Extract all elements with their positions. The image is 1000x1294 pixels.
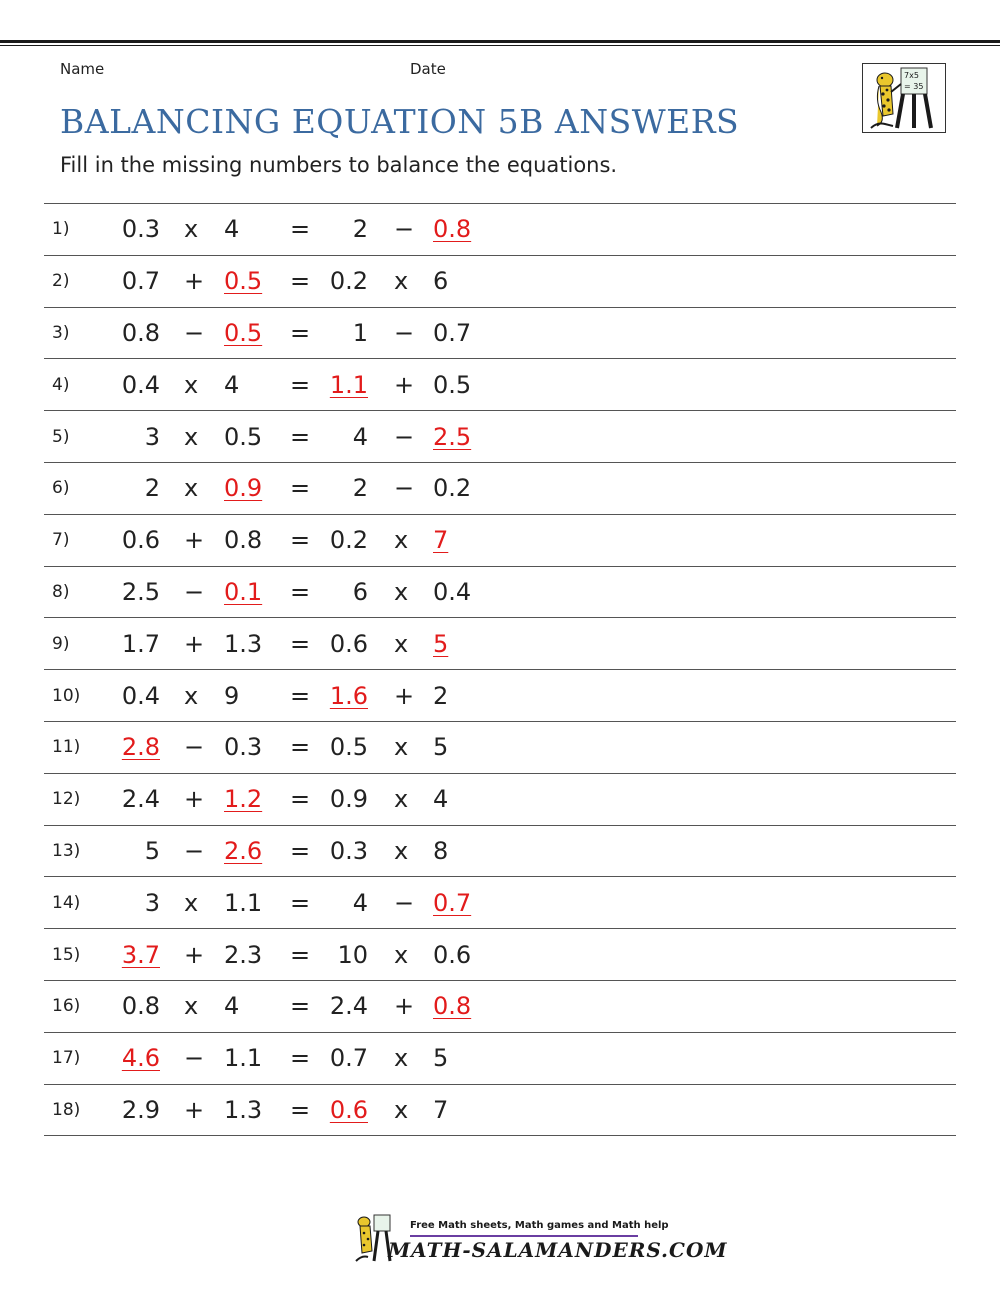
term-b: 0.5 bbox=[224, 422, 263, 451]
equation-row bbox=[44, 981, 956, 1033]
equation-row bbox=[44, 256, 956, 308]
term-d: 7 bbox=[433, 1095, 449, 1124]
term-a: 2.4 bbox=[121, 785, 160, 814]
term-c: 4 bbox=[352, 888, 368, 917]
term-b: 2.3 bbox=[224, 940, 263, 969]
operator-2: + bbox=[394, 370, 415, 399]
top-rule-thin bbox=[0, 45, 1000, 46]
term-b: 1.3 bbox=[224, 1095, 263, 1124]
equals-sign: = bbox=[290, 681, 311, 710]
operator-1: x bbox=[184, 422, 199, 451]
equation-row bbox=[44, 308, 956, 360]
equals-sign: = bbox=[290, 940, 311, 969]
term-a: 3 bbox=[144, 422, 160, 451]
term-d: 2 bbox=[433, 681, 449, 710]
equals-sign: = bbox=[290, 1095, 311, 1124]
operator-1: + bbox=[184, 629, 205, 658]
operator-1: − bbox=[184, 318, 205, 347]
logo-board-text-1: 7x5 bbox=[904, 71, 919, 80]
term-a: 0.8 bbox=[121, 992, 160, 1021]
question-number: 12) bbox=[52, 789, 81, 810]
question-number: 11) bbox=[52, 737, 81, 758]
equation-row bbox=[44, 618, 956, 670]
term-c: 2.4 bbox=[329, 992, 368, 1021]
answer-value: 2.8 bbox=[121, 733, 160, 762]
term-b: 0.3 bbox=[224, 733, 263, 762]
answer-value: 1.1 bbox=[329, 370, 368, 399]
operator-1: − bbox=[184, 836, 205, 865]
equals-sign: = bbox=[290, 422, 311, 451]
term-c: 6 bbox=[352, 577, 368, 606]
operator-2: x bbox=[394, 1095, 409, 1124]
equation-row bbox=[44, 567, 956, 619]
logo-board-text-2: = 35 bbox=[904, 82, 924, 91]
term-a: 2 bbox=[144, 474, 160, 503]
answer-value: 0.7 bbox=[433, 888, 472, 917]
answer-value: 0.9 bbox=[224, 474, 263, 503]
question-number: 15) bbox=[52, 944, 81, 965]
term-d: 5 bbox=[433, 1044, 449, 1073]
operator-1: x bbox=[184, 215, 199, 244]
term-c: 1 bbox=[352, 318, 368, 347]
operator-1: x bbox=[184, 992, 199, 1021]
footer-rule bbox=[410, 1235, 638, 1237]
term-d: 0.2 bbox=[433, 474, 472, 503]
equals-sign: = bbox=[290, 785, 311, 814]
question-number: 16) bbox=[52, 996, 81, 1017]
question-number: 9) bbox=[52, 633, 70, 654]
term-a: 0.6 bbox=[121, 526, 160, 555]
equals-sign: = bbox=[290, 318, 311, 347]
answer-value: 0.5 bbox=[224, 318, 263, 347]
operator-1: − bbox=[184, 733, 205, 762]
term-c: 10 bbox=[337, 940, 368, 969]
equation-row bbox=[44, 515, 956, 567]
equals-sign: = bbox=[290, 267, 311, 296]
operator-1: x bbox=[184, 370, 199, 399]
operator-1: − bbox=[184, 577, 205, 606]
answer-value: 0.5 bbox=[224, 267, 263, 296]
equals-sign: = bbox=[290, 474, 311, 503]
term-c: 0.2 bbox=[329, 267, 368, 296]
operator-2: x bbox=[394, 733, 409, 762]
term-b: 4 bbox=[224, 370, 240, 399]
operator-2: − bbox=[394, 888, 415, 917]
term-c: 0.3 bbox=[329, 836, 368, 865]
term-a: 5 bbox=[144, 836, 160, 865]
question-number: 14) bbox=[52, 892, 81, 913]
answer-value: 3.7 bbox=[121, 940, 160, 969]
answer-value: 0.8 bbox=[433, 992, 472, 1021]
operator-1: x bbox=[184, 888, 199, 917]
top-rule bbox=[0, 40, 1000, 43]
equals-sign: = bbox=[290, 577, 311, 606]
answer-value: 1.2 bbox=[224, 785, 263, 814]
equation-row bbox=[44, 411, 956, 463]
term-c: 2 bbox=[352, 215, 368, 244]
equation-row bbox=[44, 1033, 956, 1085]
term-a: 2.5 bbox=[121, 577, 160, 606]
term-a: 1.7 bbox=[121, 629, 160, 658]
question-number: 8) bbox=[52, 581, 70, 602]
equals-sign: = bbox=[290, 370, 311, 399]
term-c: 4 bbox=[352, 422, 368, 451]
term-c: 0.9 bbox=[329, 785, 368, 814]
answer-value: 0.8 bbox=[433, 215, 472, 244]
answer-value: 7 bbox=[433, 526, 449, 555]
term-d: 4 bbox=[433, 785, 449, 814]
answer-value: 4.6 bbox=[121, 1044, 160, 1073]
term-a: 0.8 bbox=[121, 318, 160, 347]
operator-2: x bbox=[394, 267, 409, 296]
answer-value: 2.5 bbox=[433, 422, 472, 451]
equals-sign: = bbox=[290, 1044, 311, 1073]
question-number: 10) bbox=[52, 685, 81, 706]
equals-sign: = bbox=[290, 215, 311, 244]
term-b: 4 bbox=[224, 215, 240, 244]
operator-2: x bbox=[394, 526, 409, 555]
operator-2: − bbox=[394, 422, 415, 451]
term-b: 0.8 bbox=[224, 526, 263, 555]
term-b: 1.1 bbox=[224, 888, 263, 917]
equals-sign: = bbox=[290, 629, 311, 658]
operator-1: + bbox=[184, 526, 205, 555]
footer-brand: MATH-SALAMANDERS.COM bbox=[388, 1238, 728, 1262]
term-c: 0.5 bbox=[329, 733, 368, 762]
question-number: 18) bbox=[52, 1099, 81, 1120]
term-a: 0.4 bbox=[121, 681, 160, 710]
term-c: 2 bbox=[352, 474, 368, 503]
question-number: 1) bbox=[52, 219, 70, 240]
operator-2: x bbox=[394, 940, 409, 969]
equation-row bbox=[44, 877, 956, 929]
question-number: 17) bbox=[52, 1048, 81, 1069]
operator-2: − bbox=[394, 318, 415, 347]
term-d: 0.4 bbox=[433, 577, 472, 606]
operator-2: x bbox=[394, 629, 409, 658]
term-a: 0.7 bbox=[121, 267, 160, 296]
equals-sign: = bbox=[290, 836, 311, 865]
question-number: 7) bbox=[52, 530, 70, 551]
term-d: 5 bbox=[433, 733, 449, 762]
operator-1: + bbox=[184, 785, 205, 814]
instructions: Fill in the missing numbers to balance the equations. bbox=[60, 153, 618, 177]
term-a: 0.4 bbox=[121, 370, 160, 399]
operator-1: + bbox=[184, 267, 205, 296]
equation-row bbox=[44, 670, 956, 722]
equation-row bbox=[44, 774, 956, 826]
equation-row bbox=[44, 463, 956, 515]
term-b: 4 bbox=[224, 992, 240, 1021]
page-title: BALANCING EQUATION 5B ANSWERS bbox=[60, 102, 740, 141]
term-a: 0.3 bbox=[121, 215, 160, 244]
operator-1: + bbox=[184, 1095, 205, 1124]
term-d: 6 bbox=[433, 267, 449, 296]
answer-value: 2.6 bbox=[224, 836, 263, 865]
logo bbox=[862, 63, 946, 133]
operator-2: + bbox=[394, 681, 415, 710]
answer-value: 1.6 bbox=[329, 681, 368, 710]
equation-row bbox=[44, 929, 956, 981]
footer-logo bbox=[352, 1213, 728, 1263]
question-number: 5) bbox=[52, 426, 70, 447]
equation-row bbox=[44, 826, 956, 878]
operator-2: x bbox=[394, 577, 409, 606]
operator-2: + bbox=[394, 992, 415, 1021]
equals-sign: = bbox=[290, 992, 311, 1021]
term-d: 0.6 bbox=[433, 940, 472, 969]
term-c: 0.7 bbox=[329, 1044, 368, 1073]
equals-sign: = bbox=[290, 888, 311, 917]
salamander-teacher-icon bbox=[863, 64, 945, 132]
equation-row bbox=[44, 204, 956, 256]
term-b: 1.1 bbox=[224, 1044, 263, 1073]
footer-salamander-icon bbox=[352, 1213, 392, 1263]
term-d: 0.7 bbox=[433, 318, 472, 347]
answer-value: 0.1 bbox=[224, 577, 263, 606]
operator-1: x bbox=[184, 474, 199, 503]
answer-value: 0.6 bbox=[329, 1095, 368, 1124]
question-number: 4) bbox=[52, 374, 70, 395]
equals-sign: = bbox=[290, 733, 311, 762]
name-label: Name bbox=[60, 60, 105, 78]
term-d: 0.5 bbox=[433, 370, 472, 399]
operator-2: x bbox=[394, 785, 409, 814]
term-b: 1.3 bbox=[224, 629, 263, 658]
equals-sign: = bbox=[290, 526, 311, 555]
answer-value: 5 bbox=[433, 629, 449, 658]
footer-tagline: Free Math sheets, Math games and Math help bbox=[410, 1220, 669, 1231]
operator-2: − bbox=[394, 474, 415, 503]
operator-1: x bbox=[184, 681, 199, 710]
term-c: 0.6 bbox=[329, 629, 368, 658]
equation-row bbox=[44, 722, 956, 774]
operator-2: x bbox=[394, 836, 409, 865]
operator-1: + bbox=[184, 940, 205, 969]
question-number: 6) bbox=[52, 478, 70, 499]
term-a: 3 bbox=[144, 888, 160, 917]
equation-row bbox=[44, 1085, 956, 1137]
question-number: 3) bbox=[52, 322, 70, 343]
term-c: 0.2 bbox=[329, 526, 368, 555]
operator-2: x bbox=[394, 1044, 409, 1073]
equation-row bbox=[44, 359, 956, 411]
question-number: 2) bbox=[52, 271, 70, 292]
operator-1: − bbox=[184, 1044, 205, 1073]
term-d: 8 bbox=[433, 836, 449, 865]
equations-table bbox=[44, 203, 956, 1136]
term-a: 2.9 bbox=[121, 1095, 160, 1124]
term-b: 9 bbox=[224, 681, 240, 710]
question-number: 13) bbox=[52, 840, 81, 861]
date-label: Date bbox=[410, 60, 446, 78]
operator-2: − bbox=[394, 215, 415, 244]
